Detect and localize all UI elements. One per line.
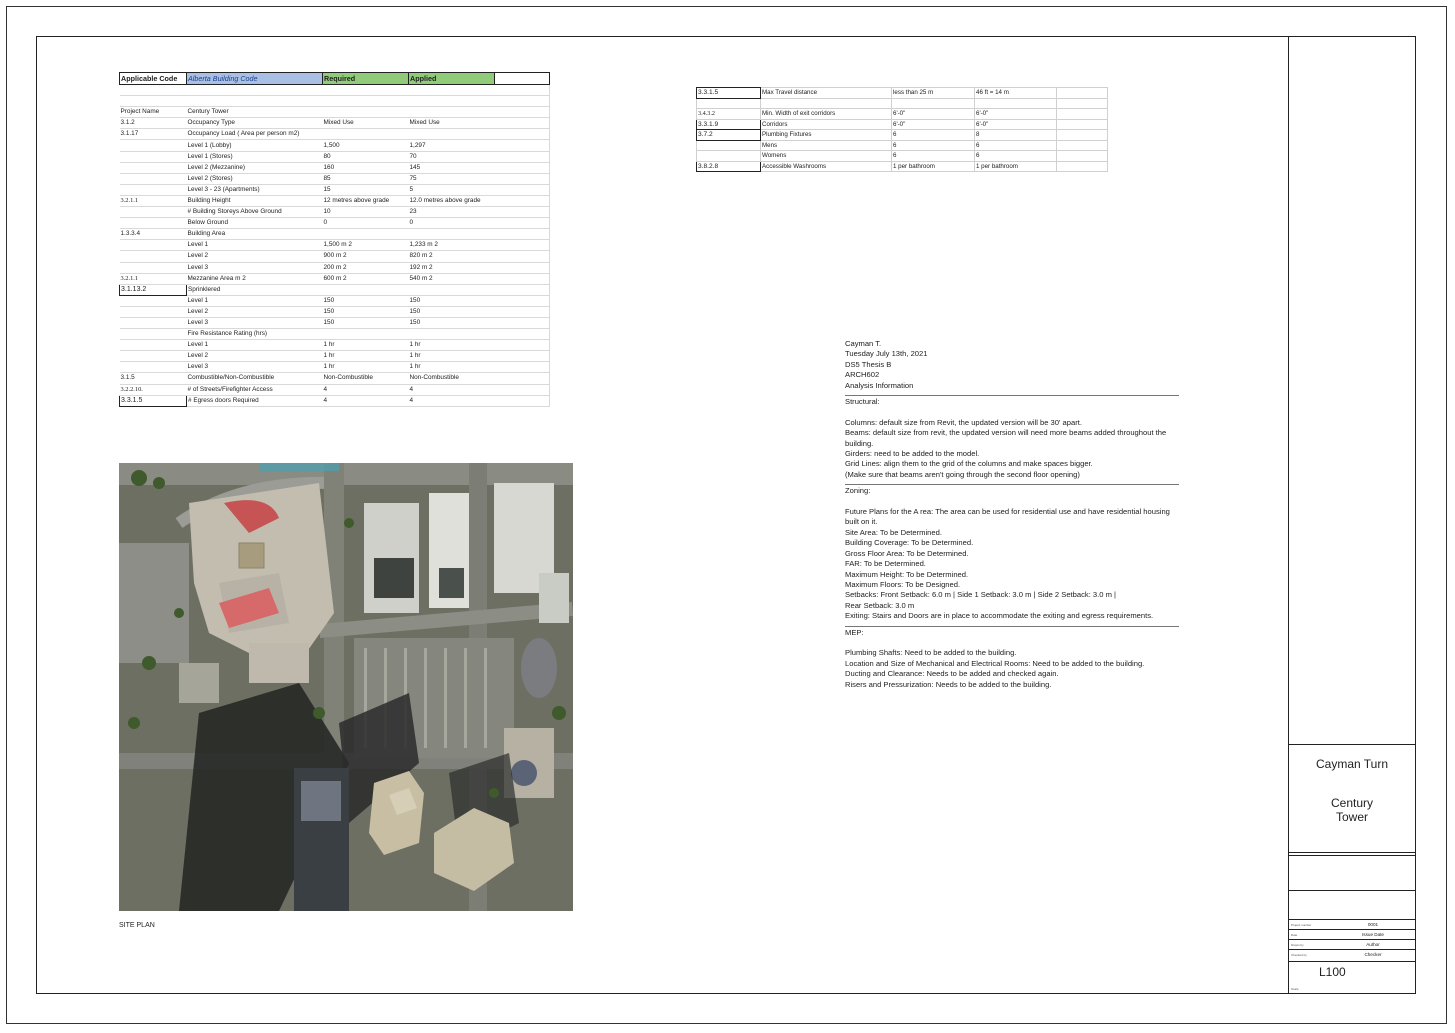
table-cell: 10 bbox=[323, 207, 409, 218]
table-cell: 150 bbox=[323, 306, 409, 317]
table-row bbox=[697, 161, 1108, 172]
table-cell: 75 bbox=[409, 173, 495, 184]
table-cell: 1 hr bbox=[323, 351, 409, 362]
table-cell: 3.1.17 bbox=[120, 129, 187, 140]
table-cell: 15 bbox=[323, 184, 409, 195]
zoning-note: Maximum Floors: To be Designed. bbox=[845, 579, 961, 589]
table-cell bbox=[495, 229, 550, 240]
title-block-row-value: Author bbox=[1366, 942, 1380, 947]
table-cell: 4 bbox=[409, 384, 495, 395]
table-cell: 8 bbox=[975, 130, 1057, 141]
structural-note: Beams: default size from revit, the updated version will need more beams added throughout the building. bbox=[845, 428, 1167, 448]
notes-heading: Analysis Information bbox=[845, 380, 914, 390]
table-cell bbox=[323, 284, 409, 295]
title-block-row-value: 0001 bbox=[1367, 922, 1379, 927]
table-row bbox=[120, 306, 550, 317]
table-cell bbox=[697, 140, 761, 151]
table-cell: Fire Resistance Rating (hrs) bbox=[187, 329, 323, 340]
table-cell: 150 bbox=[409, 317, 495, 328]
table-cell: Sprinklered bbox=[187, 284, 323, 295]
table-cell: Level 3 bbox=[187, 362, 323, 373]
egress-table bbox=[696, 87, 1108, 172]
table-cell: 150 bbox=[409, 295, 495, 306]
table-cell bbox=[323, 96, 409, 107]
title-block-row-label: Checked by bbox=[1291, 953, 1307, 957]
table-cell: Level 1 (Stores) bbox=[187, 151, 323, 162]
table-cell: 80 bbox=[323, 151, 409, 162]
zoning-note: Setbacks: Front Setback: 6.0 m | Side 1 Setback: 3.0 m | Side 2 Setback: 3.0 m | bbox=[845, 590, 1116, 600]
table-cell: 1 hr bbox=[409, 340, 495, 351]
table-row bbox=[120, 129, 550, 140]
table-cell: 900 m 2 bbox=[323, 251, 409, 262]
table-cell: Century Tower bbox=[187, 107, 323, 118]
table-cell bbox=[495, 329, 550, 340]
table-row bbox=[697, 130, 1108, 141]
table-row bbox=[120, 229, 550, 240]
table-cell bbox=[495, 273, 550, 284]
table-cell: 6'-0" bbox=[892, 109, 975, 120]
table-cell bbox=[409, 229, 495, 240]
table-cell: Level 3 bbox=[187, 262, 323, 273]
zoning-note: Maximum Height: To be Determined. bbox=[845, 569, 969, 579]
mep-note: Location and Size of Mechanical and Electrical Rooms: Need to be added to the building. bbox=[845, 658, 1145, 668]
zoning-note: Exiting: Stairs and Doors are in place to accommodate the exiting and egress requirements. bbox=[845, 611, 1154, 621]
table-cell bbox=[323, 85, 409, 96]
notes-course-code: ARCH602 bbox=[845, 370, 880, 380]
table-cell bbox=[975, 98, 1057, 109]
table-cell bbox=[495, 140, 550, 151]
table-cell bbox=[120, 207, 187, 218]
table-row bbox=[120, 273, 550, 284]
project-name-line: Tower bbox=[1335, 810, 1368, 824]
table-cell: 3.7.2 bbox=[697, 130, 761, 141]
title-block-row-label: Drawn by bbox=[1291, 943, 1304, 947]
table-cell bbox=[697, 151, 761, 162]
table-cell: 200 m 2 bbox=[323, 262, 409, 273]
table-cell: 12.0 metres above grade bbox=[409, 195, 495, 206]
table-cell: 192 m 2 bbox=[409, 262, 495, 273]
table-cell bbox=[495, 351, 550, 362]
table-cell bbox=[120, 184, 187, 195]
table-cell: 6 bbox=[975, 151, 1057, 162]
table-cell bbox=[495, 129, 550, 140]
table-cell bbox=[120, 329, 187, 340]
table-cell: Level 2 bbox=[187, 351, 323, 362]
table-cell: # of Streets/Firefighter Access bbox=[187, 384, 323, 395]
title-block-project-section bbox=[1289, 744, 1415, 853]
table-cell: 3.1.2 bbox=[120, 118, 187, 129]
structural-note: Columns: default size from Revit, the updated version will be 30' apart. bbox=[845, 417, 1082, 427]
table-cell: 145 bbox=[409, 162, 495, 173]
table-row bbox=[120, 295, 550, 306]
table-cell bbox=[409, 107, 495, 118]
table-cell: Level 1 (Lobby) bbox=[187, 140, 323, 151]
table-cell bbox=[1057, 140, 1108, 151]
table-cell: 6'-0" bbox=[892, 119, 975, 130]
applicable-code-table bbox=[119, 72, 550, 407]
table-row bbox=[697, 119, 1108, 130]
table-cell: Level 3 - 23 (Apartments) bbox=[187, 184, 323, 195]
table-cell: 1 hr bbox=[409, 351, 495, 362]
notes-course: DS5 Thesis B bbox=[845, 359, 892, 369]
table-cell: 46 ft = 14 m bbox=[975, 88, 1057, 99]
table-cell: 1,500 bbox=[323, 140, 409, 151]
table-cell bbox=[495, 295, 550, 306]
table-row bbox=[697, 151, 1108, 162]
table-cell: Level 1 bbox=[187, 295, 323, 306]
table-row bbox=[120, 207, 550, 218]
zoning-note: Building Coverage: To be Determined. bbox=[845, 538, 974, 548]
zoning-list bbox=[845, 507, 1181, 621]
table-cell bbox=[120, 140, 187, 151]
table-cell bbox=[1057, 98, 1108, 109]
table-cell: Min. Width of exit corridors bbox=[761, 109, 892, 120]
divider bbox=[845, 395, 1179, 396]
table-cell bbox=[495, 195, 550, 206]
table-cell: 150 bbox=[323, 317, 409, 328]
table-cell: Womens bbox=[761, 151, 892, 162]
table-cell bbox=[495, 251, 550, 262]
table-cell bbox=[495, 317, 550, 328]
code-table-header-cell: Applicable Code bbox=[120, 73, 187, 85]
zoning-note: Rear Setback: 3.0 m bbox=[845, 600, 915, 610]
table-cell: 160 bbox=[323, 162, 409, 173]
table-cell: # Building Storeys Above Ground bbox=[187, 207, 323, 218]
table-row bbox=[120, 373, 550, 384]
code-table-header-cell bbox=[495, 73, 550, 85]
table-cell: 600 m 2 bbox=[323, 273, 409, 284]
table-cell bbox=[120, 295, 187, 306]
site-plan-label: SITE PLAN bbox=[119, 922, 155, 929]
table-cell: 6 bbox=[892, 151, 975, 162]
table-cell: 3.2.2.10. bbox=[120, 384, 187, 395]
table-cell: Below Ground bbox=[187, 218, 323, 229]
project-name bbox=[1289, 796, 1415, 824]
table-cell bbox=[1057, 130, 1108, 141]
table-cell: 3.1.13.2 bbox=[120, 284, 187, 295]
table-cell: 12 metres above grade bbox=[323, 195, 409, 206]
table-cell: 5 bbox=[409, 184, 495, 195]
table-cell bbox=[120, 306, 187, 317]
table-cell bbox=[120, 240, 187, 251]
table-row bbox=[120, 317, 550, 328]
sheet-number-section bbox=[1289, 961, 1415, 962]
table-cell bbox=[495, 262, 550, 273]
table-row bbox=[120, 251, 550, 262]
table-row bbox=[120, 362, 550, 373]
aerial-photo bbox=[119, 463, 573, 911]
table-cell: 1 hr bbox=[323, 362, 409, 373]
table-cell: Mezzanine Area m 2 bbox=[187, 273, 323, 284]
table-row bbox=[120, 284, 550, 295]
table-row bbox=[120, 395, 550, 406]
table-cell bbox=[409, 96, 495, 107]
table-cell bbox=[495, 96, 550, 107]
code-table-header-cell: Alberta Building Code bbox=[187, 73, 323, 85]
table-cell: 4 bbox=[409, 395, 495, 406]
table-cell bbox=[495, 395, 550, 406]
table-row bbox=[120, 162, 550, 173]
table-cell bbox=[1057, 119, 1108, 130]
table-cell bbox=[697, 98, 761, 109]
table-cell bbox=[495, 85, 550, 96]
code-table-header-cell: Required bbox=[323, 73, 409, 85]
code-table-header bbox=[120, 73, 550, 85]
table-cell: 0 bbox=[409, 218, 495, 229]
title-block bbox=[1288, 36, 1416, 994]
table-cell bbox=[495, 373, 550, 384]
table-cell: 3.3.1.5 bbox=[697, 88, 761, 99]
mep-note: Ducting and Clearance: Needs to be added and checked again. bbox=[845, 669, 1059, 679]
zoning-note: Future Plans for the A rea: The area can be used for residential use and have residential housing built on it. bbox=[845, 507, 1170, 527]
table-cell: Mens bbox=[761, 140, 892, 151]
table-row bbox=[120, 85, 550, 96]
table-cell: Occupancy Load ( Area per person m2) bbox=[187, 129, 323, 140]
table-cell bbox=[120, 96, 187, 107]
table-cell: 0 bbox=[323, 218, 409, 229]
table-cell bbox=[761, 98, 892, 109]
table-row bbox=[697, 140, 1108, 151]
table-cell bbox=[495, 151, 550, 162]
table-cell: 150 bbox=[409, 306, 495, 317]
author-name: Cayman Turn bbox=[1315, 757, 1389, 771]
table-cell bbox=[495, 306, 550, 317]
table-cell: # Egress doors Required bbox=[187, 395, 323, 406]
table-cell: 1 hr bbox=[409, 362, 495, 373]
table-cell: 540 m 2 bbox=[409, 273, 495, 284]
table-cell bbox=[120, 85, 187, 96]
table-row bbox=[120, 384, 550, 395]
table-cell bbox=[495, 118, 550, 129]
table-row bbox=[120, 140, 550, 151]
structural-list bbox=[845, 418, 1181, 480]
table-cell: Project Name bbox=[120, 107, 187, 118]
table-cell bbox=[120, 340, 187, 351]
table-cell: 6 bbox=[975, 140, 1057, 151]
table-cell: Plumbing Fixtures bbox=[761, 130, 892, 141]
table-row bbox=[120, 96, 550, 107]
table-cell bbox=[495, 173, 550, 184]
table-cell: Level 2 bbox=[187, 306, 323, 317]
table-cell: Level 3 bbox=[187, 317, 323, 328]
table-row bbox=[697, 109, 1108, 120]
table-cell: less than 25 m bbox=[892, 88, 975, 99]
table-cell bbox=[1057, 88, 1108, 99]
table-cell bbox=[409, 85, 495, 96]
table-cell: Building Area bbox=[187, 229, 323, 240]
divider bbox=[845, 484, 1179, 485]
table-cell: Combustible/Non-Combustible bbox=[187, 373, 323, 384]
table-cell bbox=[120, 262, 187, 273]
site-plan-image bbox=[119, 463, 573, 911]
title-block-line bbox=[1289, 890, 1415, 891]
project-name-line: Century bbox=[1330, 796, 1374, 810]
table-cell: 1 per bathroom bbox=[892, 161, 975, 172]
structural-note: (Make sure that beams aren't going through the second floor opening) bbox=[845, 469, 1080, 479]
table-cell bbox=[120, 218, 187, 229]
table-cell bbox=[495, 107, 550, 118]
table-cell: 6 bbox=[892, 140, 975, 151]
table-cell: Level 2 (Mezzanine) bbox=[187, 162, 323, 173]
table-cell bbox=[495, 162, 550, 173]
table-cell bbox=[495, 284, 550, 295]
table-cell bbox=[409, 329, 495, 340]
mep-list bbox=[845, 648, 1181, 690]
table-cell: 3.4.3.2 bbox=[697, 109, 761, 120]
table-cell: 23 bbox=[409, 207, 495, 218]
table-cell: Level 1 bbox=[187, 240, 323, 251]
table-cell: 1,500 m 2 bbox=[323, 240, 409, 251]
table-cell bbox=[120, 151, 187, 162]
table-cell: 6 bbox=[892, 130, 975, 141]
table-row bbox=[120, 340, 550, 351]
table-cell bbox=[120, 317, 187, 328]
structural-title: Structural: bbox=[845, 397, 880, 407]
table-cell: Mixed Use bbox=[323, 118, 409, 129]
table-cell bbox=[495, 218, 550, 229]
table-row bbox=[120, 118, 550, 129]
table-cell: 1,297 bbox=[409, 140, 495, 151]
table-cell bbox=[323, 229, 409, 240]
table-cell: Non-Combustible bbox=[409, 373, 495, 384]
mep-note: Risers and Pressurization: Needs to be added to the building. bbox=[845, 679, 1052, 689]
table-cell: Building Height bbox=[187, 195, 323, 206]
table-cell bbox=[120, 251, 187, 262]
table-row bbox=[120, 240, 550, 251]
table-cell: 70 bbox=[409, 151, 495, 162]
table-row bbox=[120, 151, 550, 162]
table-cell: 6'-0" bbox=[975, 109, 1057, 120]
table-row bbox=[120, 195, 550, 206]
table-cell: 150 bbox=[323, 295, 409, 306]
table-cell: 3.2.1.1 bbox=[120, 273, 187, 284]
table-row bbox=[120, 218, 550, 229]
zoning-note: FAR: To be Determined. bbox=[845, 559, 926, 569]
table-cell bbox=[1057, 109, 1108, 120]
table-cell: Accessible Washrooms bbox=[761, 161, 892, 172]
scale-label: Scale bbox=[1291, 987, 1299, 991]
title-block-row-label: Date bbox=[1291, 933, 1298, 937]
mep-title: MEP: bbox=[845, 627, 864, 637]
table-cell bbox=[495, 207, 550, 218]
table-cell: 6'-0" bbox=[975, 119, 1057, 130]
table-cell bbox=[495, 240, 550, 251]
mep-note: Plumbing Shafts: Need to be added to the building. bbox=[845, 648, 1017, 658]
table-cell: 3.8.2.8 bbox=[697, 161, 761, 172]
table-cell: 1,233 m 2 bbox=[409, 240, 495, 251]
table-cell: 4 bbox=[323, 395, 409, 406]
structural-note: Girders: need to be added to the model. bbox=[845, 449, 980, 459]
sheet-number: L100 bbox=[1319, 965, 1346, 979]
table-cell bbox=[409, 284, 495, 295]
zoning-note: Gross Floor Area: To be Determined. bbox=[845, 548, 969, 558]
title-block-row-value: Checker bbox=[1364, 952, 1382, 957]
table-cell: 820 m 2 bbox=[409, 251, 495, 262]
analysis-notes bbox=[845, 339, 1181, 690]
table-cell: 1.3.3.4 bbox=[120, 229, 187, 240]
table-row bbox=[120, 329, 550, 340]
table-row bbox=[697, 98, 1108, 109]
table-cell: 3.3.1.9 bbox=[697, 119, 761, 130]
table-cell bbox=[323, 129, 409, 140]
code-table-header-cell: Applied bbox=[409, 73, 495, 85]
table-cell: Non-Combustible bbox=[323, 373, 409, 384]
table-cell bbox=[495, 340, 550, 351]
zoning-note: Site Area: To be Determined. bbox=[845, 527, 942, 537]
table-row bbox=[120, 262, 550, 273]
table-cell: 1 hr bbox=[323, 340, 409, 351]
table-cell: 3.3.1.5 bbox=[120, 395, 187, 406]
table-cell: Level 2 (Stores) bbox=[187, 173, 323, 184]
table-cell: 3.1.5 bbox=[120, 373, 187, 384]
table-cell bbox=[1057, 161, 1108, 172]
notes-name: Cayman T. bbox=[845, 339, 882, 348]
table-cell bbox=[120, 173, 187, 184]
table-cell: 1 per bathroom bbox=[975, 161, 1057, 172]
title-block-row-value: Issue Date bbox=[1362, 932, 1384, 937]
table-cell: 85 bbox=[323, 173, 409, 184]
table-cell bbox=[323, 107, 409, 118]
table-cell bbox=[120, 351, 187, 362]
title-block-row-label: Project number bbox=[1291, 923, 1312, 927]
table-row bbox=[697, 88, 1108, 99]
table-cell bbox=[187, 85, 323, 96]
zoning-title: Zoning: bbox=[845, 486, 871, 496]
table-cell bbox=[495, 362, 550, 373]
table-cell bbox=[495, 384, 550, 395]
table-cell: 4 bbox=[323, 384, 409, 395]
divider bbox=[845, 626, 1179, 627]
table-cell bbox=[1057, 151, 1108, 162]
structural-note: Grid Lines: align them to the grid of the columns and make spaces bigger. bbox=[845, 459, 1093, 469]
table-cell: Mixed Use bbox=[409, 118, 495, 129]
table-cell bbox=[892, 98, 975, 109]
table-row bbox=[120, 351, 550, 362]
table-cell bbox=[120, 162, 187, 173]
table-row bbox=[120, 173, 550, 184]
table-cell: Max Travel distance bbox=[761, 88, 892, 99]
notes-date: Tuesday July 13th, 2021 bbox=[845, 349, 928, 359]
table-cell: Level 2 bbox=[187, 251, 323, 262]
title-block-row bbox=[1289, 949, 1415, 960]
table-cell bbox=[187, 96, 323, 107]
table-cell bbox=[120, 362, 187, 373]
table-cell bbox=[495, 184, 550, 195]
table-row bbox=[120, 184, 550, 195]
table-row bbox=[120, 107, 550, 118]
table-cell bbox=[323, 329, 409, 340]
table-cell: Level 1 bbox=[187, 340, 323, 351]
title-block-double-line bbox=[1289, 852, 1415, 856]
table-cell: Occupancy Type bbox=[187, 118, 323, 129]
table-cell bbox=[409, 129, 495, 140]
table-cell: Corridors bbox=[761, 119, 892, 130]
table-cell: 3.2.1.1 bbox=[120, 195, 187, 206]
